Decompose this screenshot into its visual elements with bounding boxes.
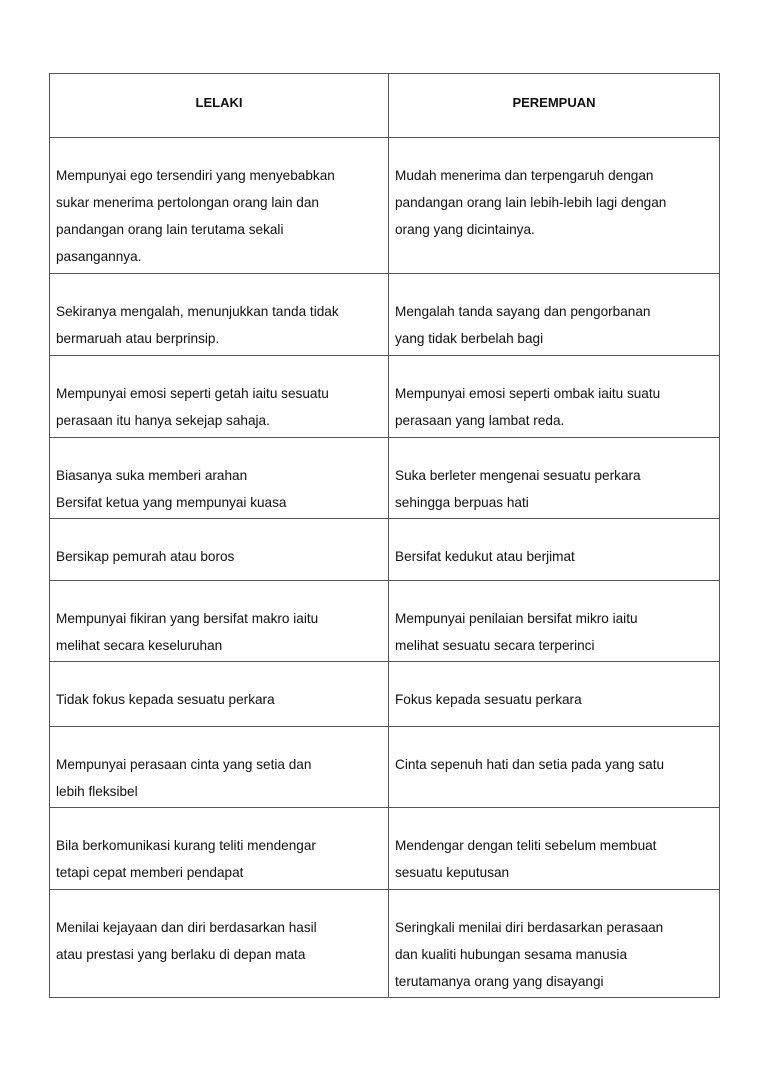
table-row bbox=[50, 438, 720, 519]
header-perempuan: PEREMPUAN bbox=[389, 74, 720, 138]
table-row bbox=[50, 138, 720, 274]
cell-text-line: Biasanya suka memberi arahan bbox=[56, 468, 248, 483]
cell-text-line: dan kualiti hubungan sesama manusia bbox=[395, 947, 628, 962]
table-row bbox=[50, 581, 720, 662]
cell-text-line: Mempunyai ego tersendiri yang menyebabkan bbox=[56, 168, 335, 183]
cell-text-line: Mempunyai emosi seperti ombak iaitu suatu bbox=[395, 386, 661, 401]
cell-text-line: Bersifat kedukut atau berjimat bbox=[395, 549, 575, 564]
cell-text-line: perasaan itu hanya sekejap sahaja. bbox=[56, 413, 270, 428]
cell-text-line: Mempunyai penilaian bersifat mikro iaitu bbox=[395, 611, 638, 626]
cell-perempuan bbox=[389, 581, 720, 662]
cell-text-line: sukar menerima pertolongan orang lain dan bbox=[56, 195, 319, 210]
cell-perempuan bbox=[389, 519, 720, 581]
cell-text-line: Mempunyai perasaan cinta yang setia dan bbox=[56, 757, 312, 772]
cell-text-line: pandangan orang lain terutama sekali bbox=[56, 222, 284, 237]
cell-text-line: Menilai kejayaan dan diri berdasarkan hasil bbox=[56, 920, 317, 935]
cell-text-line: Bersikap pemurah atau boros bbox=[56, 549, 235, 564]
cell-text-line: Sekiranya mengalah, menunjukkan tanda tidak bbox=[56, 304, 339, 319]
cell-text-line: pandangan orang lain lebih-lebih lagi dengan bbox=[395, 195, 667, 210]
table-row bbox=[50, 890, 720, 998]
cell-text-line: Cinta sepenuh hati dan setia pada yang satu bbox=[395, 757, 665, 772]
cell-text-line: Bersifat ketua yang mempunyai kuasa bbox=[56, 495, 287, 510]
cell-text-line: Suka berleter mengenai sesuatu perkara bbox=[395, 468, 641, 483]
comparison-table bbox=[49, 73, 720, 998]
cell-text-line: yang tidak berbelah bagi bbox=[395, 331, 544, 346]
cell-text-line: terutamanya orang yang disayangi bbox=[395, 974, 604, 989]
cell-lelaki bbox=[50, 890, 389, 998]
cell-text-line: tetapi cepat memberi pendapat bbox=[56, 865, 244, 880]
cell-text-line: Tidak fokus kepada sesuatu perkara bbox=[56, 692, 275, 707]
cell-lelaki bbox=[50, 274, 389, 356]
cell-text-line: sehingga berpuas hati bbox=[395, 495, 529, 510]
cell-lelaki bbox=[50, 438, 389, 519]
cell-text-line: melihat sesuatu secara terperinci bbox=[395, 638, 595, 653]
cell-text-line: Fokus kepada sesuatu perkara bbox=[395, 692, 582, 707]
table-row bbox=[50, 808, 720, 890]
table-row bbox=[50, 727, 720, 808]
cell-perempuan bbox=[389, 438, 720, 519]
cell-text-line: Mengalah tanda sayang dan pengorbanan bbox=[395, 304, 651, 319]
cell-perempuan bbox=[389, 727, 720, 808]
cell-lelaki bbox=[50, 808, 389, 890]
cell-text-line: Mudah menerima dan terpengaruh dengan bbox=[395, 168, 654, 183]
cell-lelaki bbox=[50, 662, 389, 727]
cell-text-line: pasangannya. bbox=[56, 249, 142, 264]
header-lelaki: LELAKI bbox=[50, 74, 389, 138]
table-row bbox=[50, 356, 720, 438]
cell-perempuan bbox=[389, 662, 720, 727]
cell-lelaki bbox=[50, 581, 389, 662]
table-row bbox=[50, 662, 720, 727]
cell-perempuan bbox=[389, 274, 720, 356]
cell-text-line: Mempunyai emosi seperti getah iaitu sesuatu bbox=[56, 386, 329, 401]
cell-perempuan bbox=[389, 808, 720, 890]
cell-lelaki bbox=[50, 138, 389, 274]
table-row bbox=[50, 519, 720, 581]
table-row bbox=[50, 274, 720, 356]
cell-text-line: melihat secara keseluruhan bbox=[56, 638, 223, 653]
cell-text-line: Mendengar dengan teliti sebelum membuat bbox=[395, 838, 657, 853]
cell-text-line: lebih fleksibel bbox=[56, 784, 138, 799]
cell-text-line: bermaruah atau berprinsip. bbox=[56, 331, 220, 346]
cell-text-line: sesuatu keputusan bbox=[395, 865, 510, 880]
cell-text-line: Bila berkomunikasi kurang teliti mendengar bbox=[56, 838, 316, 853]
cell-text-line: Mempunyai fikiran yang bersifat makro iaitu bbox=[56, 611, 319, 626]
cell-perempuan bbox=[389, 356, 720, 438]
cell-lelaki bbox=[50, 727, 389, 808]
cell-lelaki bbox=[50, 356, 389, 438]
cell-text-line: perasaan yang lambat reda. bbox=[395, 413, 565, 428]
cell-text-line: atau prestasi yang berlaku di depan mata bbox=[56, 947, 306, 962]
header-row bbox=[50, 74, 720, 138]
cell-text-line: Seringkali menilai diri berdasarkan perasaan bbox=[395, 920, 664, 935]
cell-perempuan bbox=[389, 890, 720, 998]
cell-perempuan bbox=[389, 138, 720, 274]
cell-text-line: orang yang dicintainya. bbox=[395, 222, 535, 237]
cell-lelaki bbox=[50, 519, 389, 581]
